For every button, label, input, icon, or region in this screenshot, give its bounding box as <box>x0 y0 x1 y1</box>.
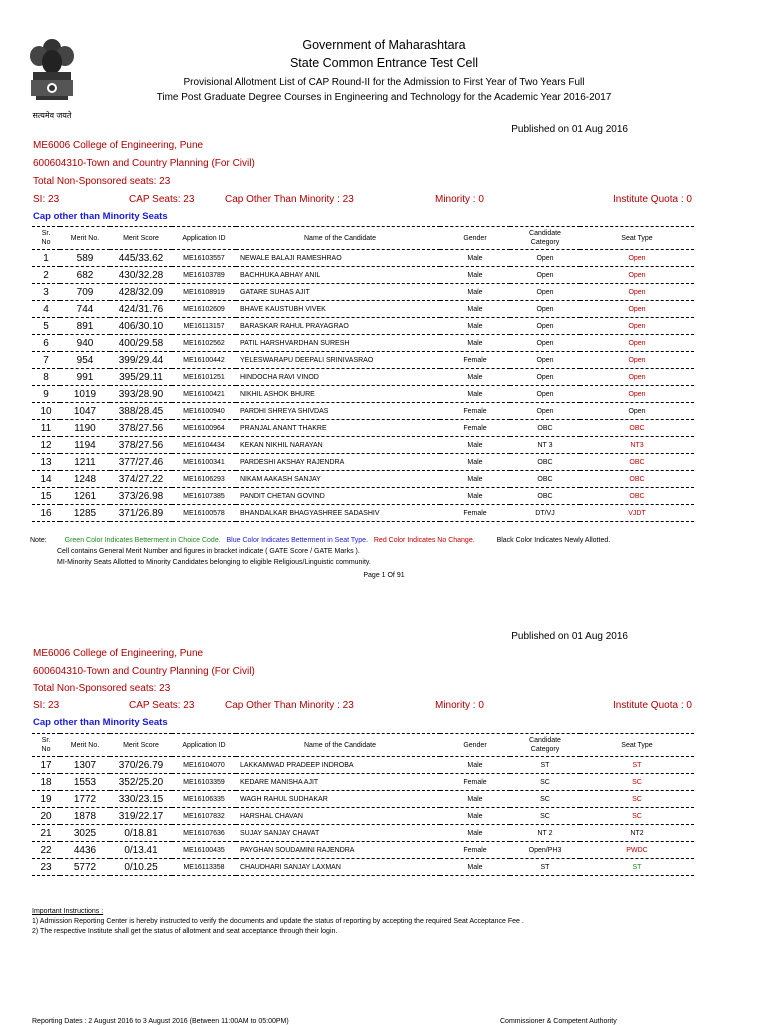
authority-signature: Commissioner & Competent Authority <box>500 1018 617 1025</box>
cell-gender: Female <box>440 403 510 420</box>
cell-merit-no: 891 <box>60 318 110 335</box>
cell-merit-score: 352/25.20 <box>110 774 172 791</box>
col-application: Application ID <box>172 734 236 757</box>
cell-merit-score: 378/27.56 <box>110 420 172 437</box>
table-row <box>32 301 694 318</box>
cell-gender: Male <box>440 454 510 471</box>
instructions-title: Important Instructions : <box>32 908 104 915</box>
cell-gender: Female <box>440 774 510 791</box>
cell-candidate-name: PRANJAL ANANT THAKRE <box>236 420 440 437</box>
cell-application-id: ME16107832 <box>172 808 236 825</box>
cell-category: OBC <box>510 420 580 437</box>
cell-sr-no: 12 <box>32 437 60 454</box>
cell-gender: Male <box>440 301 510 318</box>
cell-sr-no: 14 <box>32 471 60 488</box>
cell-sr-no: 8 <box>32 369 60 386</box>
cell-gender: Male <box>440 250 510 267</box>
col-sr: Sr. No <box>32 227 60 250</box>
cell-category: Open <box>510 318 580 335</box>
cell-candidate-name: HARSHAL CHAVAN <box>236 808 440 825</box>
cell-application-id: ME16104434 <box>172 437 236 454</box>
col-gender: Gender <box>440 227 510 250</box>
cell-category: OBC <box>510 454 580 471</box>
cell-category: Open <box>510 250 580 267</box>
cell-seat-type: ST <box>580 859 694 876</box>
cell-merit-score: 319/22.17 <box>110 808 172 825</box>
cell-merit-no: 1047 <box>60 403 110 420</box>
cell-sr-no: 19 <box>32 791 60 808</box>
cell-sr-no: 9 <box>32 386 60 403</box>
cell-merit-no: 940 <box>60 335 110 352</box>
cell-sr-no: 11 <box>32 420 60 437</box>
cell-category: SC <box>510 774 580 791</box>
table-header-row <box>32 227 694 250</box>
cell-seat-type: Open <box>580 335 694 352</box>
cell-application-id: ME16107636 <box>172 825 236 842</box>
cell-merit-score: 0/13.41 <box>110 842 172 859</box>
cell-candidate-name: KEKAN NIKHIL NARAYAN <box>236 437 440 454</box>
cell-application-id: ME16100341 <box>172 454 236 471</box>
cell-gender: Male <box>440 825 510 842</box>
cell-seat-type: Open <box>580 250 694 267</box>
cell-application-id: ME16104070 <box>172 757 236 774</box>
col-seat-type: Seat Type <box>580 227 694 250</box>
cell-category: ST <box>510 859 580 876</box>
header-subtitle-line1: Provisional Allotment List of CAP Round-II for the Admission to First Year of Two Years Full <box>183 77 585 88</box>
important-instructions <box>32 907 524 937</box>
published-date: Published on 01 Aug 2016 <box>511 124 628 135</box>
cell-application-id: ME16100442 <box>172 352 236 369</box>
cell-gender: Female <box>440 420 510 437</box>
note-line3: MI-Minority Seats Allotted to Minority Candidates belonging to eligible Religious/Linguistic community. <box>57 559 371 566</box>
cell-application-id: ME16100421 <box>172 386 236 403</box>
cell-seat-type: OBC <box>580 471 694 488</box>
note-red: Red Color Indicates No Change. <box>373 537 475 544</box>
cell-category: DT/VJ <box>510 505 580 522</box>
cell-application-id: ME16106335 <box>172 791 236 808</box>
cell-merit-score: 378/27.56 <box>110 437 172 454</box>
cell-candidate-name: NEWALE BALAJI RAMESHRAO <box>236 250 440 267</box>
cell-candidate-name: PARDESHI AKSHAY RAJENDRA <box>236 454 440 471</box>
cell-merit-score: 430/32.28 <box>110 267 172 284</box>
cell-sr-no: 4 <box>32 301 60 318</box>
reporting-dates: Reporting Dates : 2 August 2016 to 3 August 2016 (Between 11:00AM to 05:00PM) <box>32 1018 289 1025</box>
cell-seat-type: OBC <box>580 488 694 505</box>
cell-merit-no: 1261 <box>60 488 110 505</box>
cell-candidate-name: LAKKAMWAD PRADEEP INDROBA <box>236 757 440 774</box>
col-sr: Sr. No <box>32 734 60 757</box>
cell-candidate-name: PARDHI SHREYA SHIVDAS <box>236 403 440 420</box>
cell-candidate-name: PANDIT CHETAN GOVIND <box>236 488 440 505</box>
cell-category: Open <box>510 335 580 352</box>
cell-candidate-name: KEDARE MANISHA AJIT <box>236 774 440 791</box>
cell-seat-type: OBC <box>580 454 694 471</box>
cell-category: OBC <box>510 471 580 488</box>
table-row <box>32 352 694 369</box>
col-merit: Merit No. <box>60 734 110 757</box>
cell-gender: Male <box>440 267 510 284</box>
cap-seats: CAP Seats: 23 <box>129 700 195 711</box>
cell-seat-type: SC <box>580 791 694 808</box>
cell-gender: Female <box>440 505 510 522</box>
cell-seat-type: Open <box>580 284 694 301</box>
table-row <box>32 369 694 386</box>
cell-application-id: ME16113157 <box>172 318 236 335</box>
emblem-motto: सत्यमेव जयते <box>32 111 72 120</box>
cell-merit-score: 406/30.10 <box>110 318 172 335</box>
cell-merit-score: 377/27.46 <box>110 454 172 471</box>
table-row <box>32 454 694 471</box>
cell-merit-no: 709 <box>60 284 110 301</box>
cell-merit-no: 1248 <box>60 471 110 488</box>
cell-sr-no: 2 <box>32 267 60 284</box>
note-blue: Blue Color Indicates Betterment in Seat Type. <box>226 537 369 544</box>
course-name-2: 600604310-Town and Country Planning (For Civil) <box>33 666 255 677</box>
cell-sr-no: 7 <box>32 352 60 369</box>
cell-candidate-name: GATARE SUHAS AJIT <box>236 284 440 301</box>
cell-category: NT 2 <box>510 825 580 842</box>
allotment-table <box>32 226 694 522</box>
cell-application-id: ME16102609 <box>172 301 236 318</box>
col-merit: Merit No. <box>60 227 110 250</box>
cell-seat-type: PWDC <box>580 842 694 859</box>
cell-candidate-name: YELESWARAPU DEEPALI SRINIVASRAO <box>236 352 440 369</box>
cell-seat-type: NT2 <box>580 825 694 842</box>
cap-section-header: Cap other than Minority Seats <box>33 211 168 222</box>
cell-seat-type: Open <box>580 386 694 403</box>
table-row <box>32 791 694 808</box>
col-category: Candidate Category <box>510 734 580 757</box>
cell-application-id: ME16103557 <box>172 250 236 267</box>
cell-seat-type: Open <box>580 403 694 420</box>
cell-merit-score: 424/31.76 <box>110 301 172 318</box>
cell-candidate-name: SUJAY SANJAY CHAVAT <box>236 825 440 842</box>
cell-sr-no: 22 <box>32 842 60 859</box>
cell-sr-no: 18 <box>32 774 60 791</box>
minority-count: Minority : 0 <box>435 194 484 205</box>
table-row <box>32 825 694 842</box>
cell-merit-no: 5772 <box>60 859 110 876</box>
color-legend-note <box>30 535 730 568</box>
cell-candidate-name: BARASKAR RAHUL PRAYAGRAO <box>236 318 440 335</box>
seat-summary <box>33 194 693 208</box>
cell-gender: Male <box>440 437 510 454</box>
cell-merit-no: 589 <box>60 250 110 267</box>
cell-application-id: ME16106293 <box>172 471 236 488</box>
cell-seat-type: SC <box>580 808 694 825</box>
cell-merit-score: 395/29.11 <box>110 369 172 386</box>
cell-merit-score: 373/26.98 <box>110 488 172 505</box>
cell-merit-score: 399/29.44 <box>110 352 172 369</box>
cell-sr-no: 3 <box>32 284 60 301</box>
page-number: Page 1 Of 91 <box>363 572 405 579</box>
cell-category: Open/PH3 <box>510 842 580 859</box>
col-gender: Gender <box>440 734 510 757</box>
cell-seat-type: OBC <box>580 420 694 437</box>
cell-application-id: ME16100964 <box>172 420 236 437</box>
table-row <box>32 437 694 454</box>
cell-sr-no: 6 <box>32 335 60 352</box>
cap-seats: CAP Seats: 23 <box>129 194 195 205</box>
col-name: Name of the Candidate <box>236 227 440 250</box>
cell-candidate-name: BHAVE KAUSTUBH VIVEK <box>236 301 440 318</box>
cell-merit-no: 744 <box>60 301 110 318</box>
table-row <box>32 842 694 859</box>
si-count: SI: 23 <box>33 700 60 711</box>
header-subtitle-line2: Time Post Graduate Degree Courses in Engineering and Technology for the Academic Year 2016-2017 <box>156 92 612 103</box>
cell-merit-score: 428/32.09 <box>110 284 172 301</box>
cell-merit-no: 1307 <box>60 757 110 774</box>
cell-gender: Male <box>440 791 510 808</box>
cell-seat-type: SC <box>580 774 694 791</box>
institute-quota: Institute Quota : 0 <box>613 194 692 205</box>
header-title-line2: State Common Entrance Test Cell <box>289 56 479 70</box>
cell-seat-type: ST <box>580 757 694 774</box>
table-row <box>32 267 694 284</box>
cell-seat-type: Open <box>580 267 694 284</box>
table-row <box>32 471 694 488</box>
cap-other-than-minority: Cap Other Than Minority : 23 <box>225 194 354 205</box>
cell-seat-type: Open <box>580 369 694 386</box>
col-category: Candidate Category <box>510 227 580 250</box>
cell-application-id: ME16101251 <box>172 369 236 386</box>
cell-merit-score: 400/29.58 <box>110 335 172 352</box>
cell-merit-score: 445/33.62 <box>110 250 172 267</box>
cell-gender: Male <box>440 318 510 335</box>
institute-quota: Institute Quota : 0 <box>613 700 692 711</box>
cell-application-id: ME16100578 <box>172 505 236 522</box>
cell-merit-score: 0/18.81 <box>110 825 172 842</box>
course-name: 600604310-Town and Country Planning (For Civil) <box>33 158 255 169</box>
cell-application-id: ME16103789 <box>172 267 236 284</box>
cell-merit-no: 3025 <box>60 825 110 842</box>
cell-merit-no: 4436 <box>60 842 110 859</box>
cell-candidate-name: WAGH RAHUL SUDHAKAR <box>236 791 440 808</box>
cell-category: Open <box>510 352 580 369</box>
cell-merit-no: 682 <box>60 267 110 284</box>
cell-category: SC <box>510 808 580 825</box>
cell-gender: Male <box>440 386 510 403</box>
cell-candidate-name: BACHHUKA ABHAY ANIL <box>236 267 440 284</box>
instruction-1: 1) Admission Reporting Center is hereby instructed to verify the documents and update the status of reporting by accepting the required Seat Acceptance Fee . <box>32 918 524 925</box>
cell-application-id: ME16113358 <box>172 859 236 876</box>
table-row <box>32 488 694 505</box>
minority-count: Minority : 0 <box>435 700 484 711</box>
cell-merit-no: 1194 <box>60 437 110 454</box>
cell-category: OBC <box>510 488 580 505</box>
cell-merit-no: 1772 <box>60 791 110 808</box>
cell-gender: Male <box>440 335 510 352</box>
cell-merit-score: 374/27.22 <box>110 471 172 488</box>
cell-gender: Female <box>440 842 510 859</box>
cell-merit-no: 1878 <box>60 808 110 825</box>
cell-merit-score: 393/28.90 <box>110 386 172 403</box>
cell-sr-no: 1 <box>32 250 60 267</box>
cell-seat-type: Open <box>580 318 694 335</box>
college-name-2: ME6006 College of Engineering, Pune <box>33 648 204 659</box>
cell-gender: Male <box>440 859 510 876</box>
col-score: Merit Score <box>110 734 172 757</box>
cell-sr-no: 10 <box>32 403 60 420</box>
table-row <box>32 808 694 825</box>
cell-application-id: ME16100435 <box>172 842 236 859</box>
note-black: Black Color Indicates Newly Allotted. <box>496 537 611 544</box>
cell-application-id: ME16102562 <box>172 335 236 352</box>
cell-sr-no: 20 <box>32 808 60 825</box>
table-row <box>32 859 694 876</box>
table-row <box>32 757 694 774</box>
cell-application-id: ME16108919 <box>172 284 236 301</box>
si-count: SI: 23 <box>33 194 60 205</box>
total-seats-2: Total Non-Sponsored seats: 23 <box>33 683 171 694</box>
cell-candidate-name: PAYGHAN SOUDAMINI RAJENDRA <box>236 842 440 859</box>
cell-candidate-name: NIKHIL ASHOK BHURE <box>236 386 440 403</box>
cell-category: Open <box>510 386 580 403</box>
table-row <box>32 505 694 522</box>
cell-merit-no: 1211 <box>60 454 110 471</box>
cell-seat-type: Open <box>580 301 694 318</box>
cell-category: Open <box>510 267 580 284</box>
cell-category: Open <box>510 369 580 386</box>
cell-sr-no: 5 <box>32 318 60 335</box>
cell-seat-type: VJDT <box>580 505 694 522</box>
cell-merit-no: 991 <box>60 369 110 386</box>
cell-merit-no: 1019 <box>60 386 110 403</box>
col-name: Name of the Candidate <box>236 734 440 757</box>
cell-sr-no: 13 <box>32 454 60 471</box>
cell-candidate-name: PATIL HARSHVARDHAN SURESH <box>236 335 440 352</box>
cell-merit-score: 388/28.45 <box>110 403 172 420</box>
cell-sr-no: 15 <box>32 488 60 505</box>
cell-merit-score: 370/26.79 <box>110 757 172 774</box>
instruction-2: 2) The respective Institute shall get the status of allotment and seat acceptance through their login. <box>32 928 338 935</box>
total-seats: Total Non-Sponsored seats: 23 <box>33 176 171 187</box>
cell-sr-no: 16 <box>32 505 60 522</box>
table-row <box>32 250 694 267</box>
table-row <box>32 284 694 301</box>
seat-summary-2 <box>33 700 693 714</box>
cell-category: Open <box>510 403 580 420</box>
cap-section-header-2: Cap other than Minority Seats <box>33 717 168 728</box>
cell-gender: Male <box>440 488 510 505</box>
table-row <box>32 386 694 403</box>
cell-sr-no: 23 <box>32 859 60 876</box>
cell-seat-type: Open <box>580 352 694 369</box>
cell-gender: Male <box>440 757 510 774</box>
cell-sr-no: 17 <box>32 757 60 774</box>
cell-candidate-name: CHAUDHARI SANJAY LAXMAN <box>236 859 440 876</box>
table-row <box>32 335 694 352</box>
cell-seat-type: NT3 <box>580 437 694 454</box>
cell-merit-score: 330/23.15 <box>110 791 172 808</box>
cell-merit-no: 1285 <box>60 505 110 522</box>
cell-category: NT 3 <box>510 437 580 454</box>
cell-gender: Male <box>440 471 510 488</box>
table-row <box>32 403 694 420</box>
col-application: Application ID <box>172 227 236 250</box>
cell-candidate-name: NIKAM AAKASH SANJAY <box>236 471 440 488</box>
cell-category: Open <box>510 301 580 318</box>
cell-application-id: ME16107385 <box>172 488 236 505</box>
cell-sr-no: 21 <box>32 825 60 842</box>
table-row <box>32 318 694 335</box>
cell-category: Open <box>510 284 580 301</box>
cell-gender: Male <box>440 369 510 386</box>
cell-candidate-name: HINDOCHA RAVI VINOD <box>236 369 440 386</box>
note-label: Note: <box>30 537 47 544</box>
cell-gender: Male <box>440 284 510 301</box>
allotment-table-2 <box>32 733 694 876</box>
cell-candidate-name: BHANDALKAR BHAGYASHREE SADASHIV <box>236 505 440 522</box>
cell-application-id: ME16100940 <box>172 403 236 420</box>
table-header-row <box>32 734 694 757</box>
col-seat-type: Seat Type <box>580 734 694 757</box>
cell-gender: Male <box>440 808 510 825</box>
cell-merit-score: 371/26.89 <box>110 505 172 522</box>
note-green: Green Color Indicates Betterment in Choice Code. <box>64 537 221 544</box>
header-title-line1: Government of Maharashtara <box>302 38 466 52</box>
cell-category: SC <box>510 791 580 808</box>
cap-other-than-minority: Cap Other Than Minority : 23 <box>225 700 354 711</box>
cell-merit-no: 1190 <box>60 420 110 437</box>
cell-application-id: ME16103359 <box>172 774 236 791</box>
cell-merit-no: 954 <box>60 352 110 369</box>
cell-gender: Female <box>440 352 510 369</box>
cell-merit-score: 0/10.25 <box>110 859 172 876</box>
table-row <box>32 774 694 791</box>
table-row <box>32 420 694 437</box>
college-name: ME6006 College of Engineering, Pune <box>33 140 204 151</box>
note-line2: Cell contains General Merit Number and figures in bracket indicate ( GATE Score / GATE Marks ). <box>57 548 360 555</box>
cell-category: ST <box>510 757 580 774</box>
published-date-2: Published on 01 Aug 2016 <box>511 631 628 642</box>
col-score: Merit Score <box>110 227 172 250</box>
cell-merit-no: 1553 <box>60 774 110 791</box>
